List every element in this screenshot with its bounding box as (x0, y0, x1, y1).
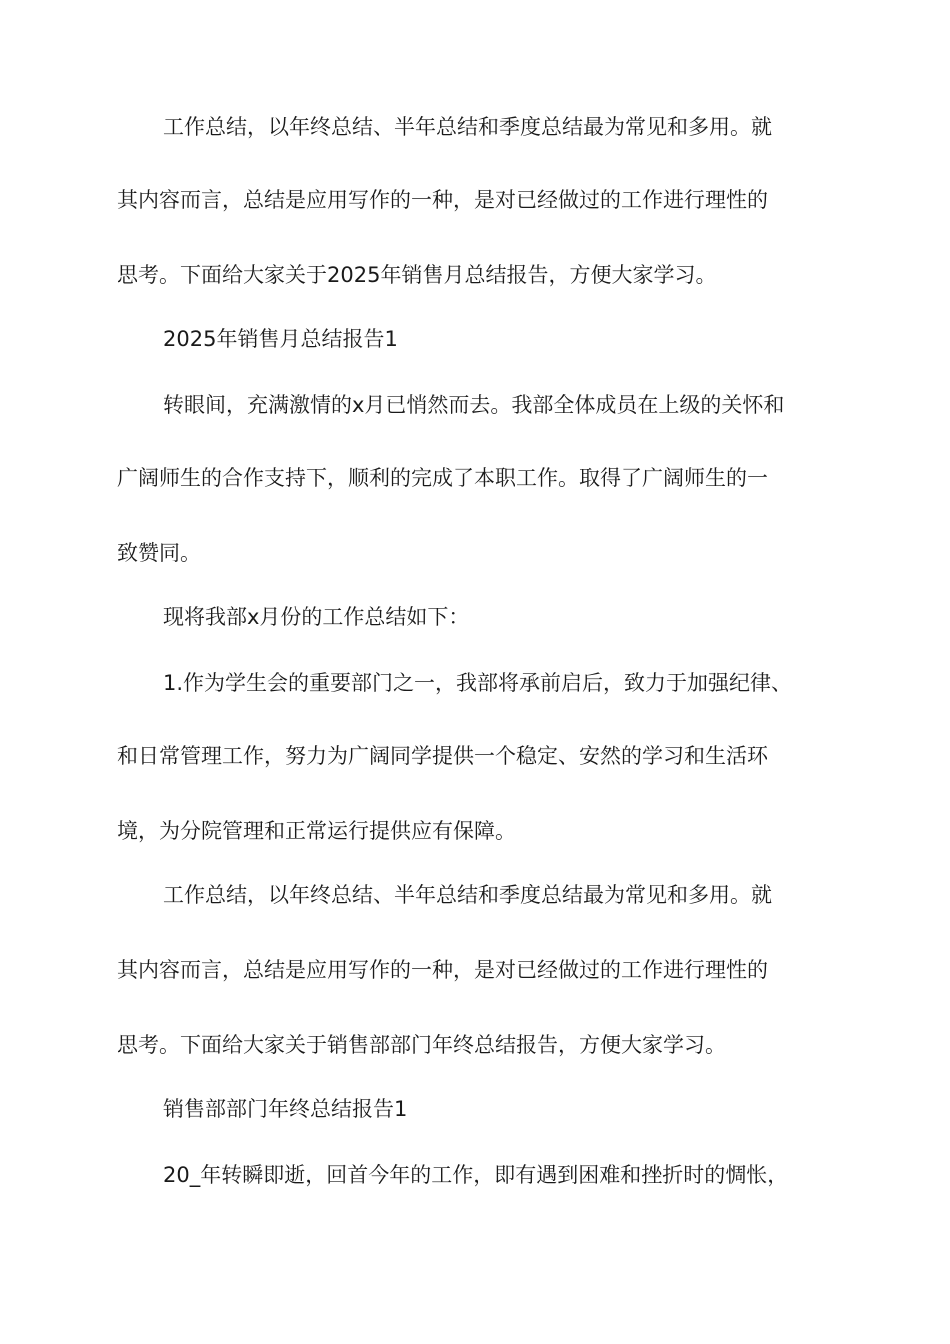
section-heading-1: 2025年销售月总结报告1 (163, 327, 398, 351)
paragraph-4-line-2: 和日常管理工作，努力为广阔同学提供一个稳定、安然的学习和生活环 (117, 744, 768, 768)
paragraph-2-line-3: 致赞同。 (117, 541, 201, 565)
paragraph-1-line-3: 思考。下面给大家关于2025年销售月总结报告，方便大家学习。 (117, 263, 717, 287)
paragraph-1-line-2: 其内容而言，总结是应用写作的一种，是对已经做过的工作进行理性的 (117, 188, 768, 212)
paragraph-2-line-1: 转眼间，充满激情的x月已悄然而去。我部全体成员在上级的关怀和 (163, 393, 785, 417)
paragraph-3-line-1: 现将我部x月份的工作总结如下： (163, 605, 470, 629)
paragraph-2-line-2: 广阔师生的合作支持下，顺利的完成了本职工作。取得了广阔师生的一 (117, 466, 768, 490)
paragraph-4-line-1: 1.作为学生会的重要部门之一，我部将承前启后，致力于加强纪律、 (163, 671, 793, 695)
paragraph-4-line-3: 境，为分院管理和正常运行提供应有保障。 (117, 819, 516, 843)
paragraph-5-line-2: 其内容而言，总结是应用写作的一种，是对已经做过的工作进行理性的 (117, 958, 768, 982)
paragraph-5-line-3: 思考。下面给大家关于销售部部门年终总结报告，方便大家学习。 (117, 1033, 726, 1057)
paragraph-6-line-1: 20_年转瞬即逝，回首今年的工作，即有遇到困难和挫折时的惆怅， (163, 1163, 789, 1187)
section-heading-2: 销售部部门年终总结报告1 (163, 1097, 408, 1121)
paragraph-1-line-1: 工作总结，以年终总结、半年总结和季度总结最为常见和多用。就 (163, 115, 772, 139)
paragraph-5-line-1: 工作总结，以年终总结、半年总结和季度总结最为常见和多用。就 (163, 883, 772, 907)
